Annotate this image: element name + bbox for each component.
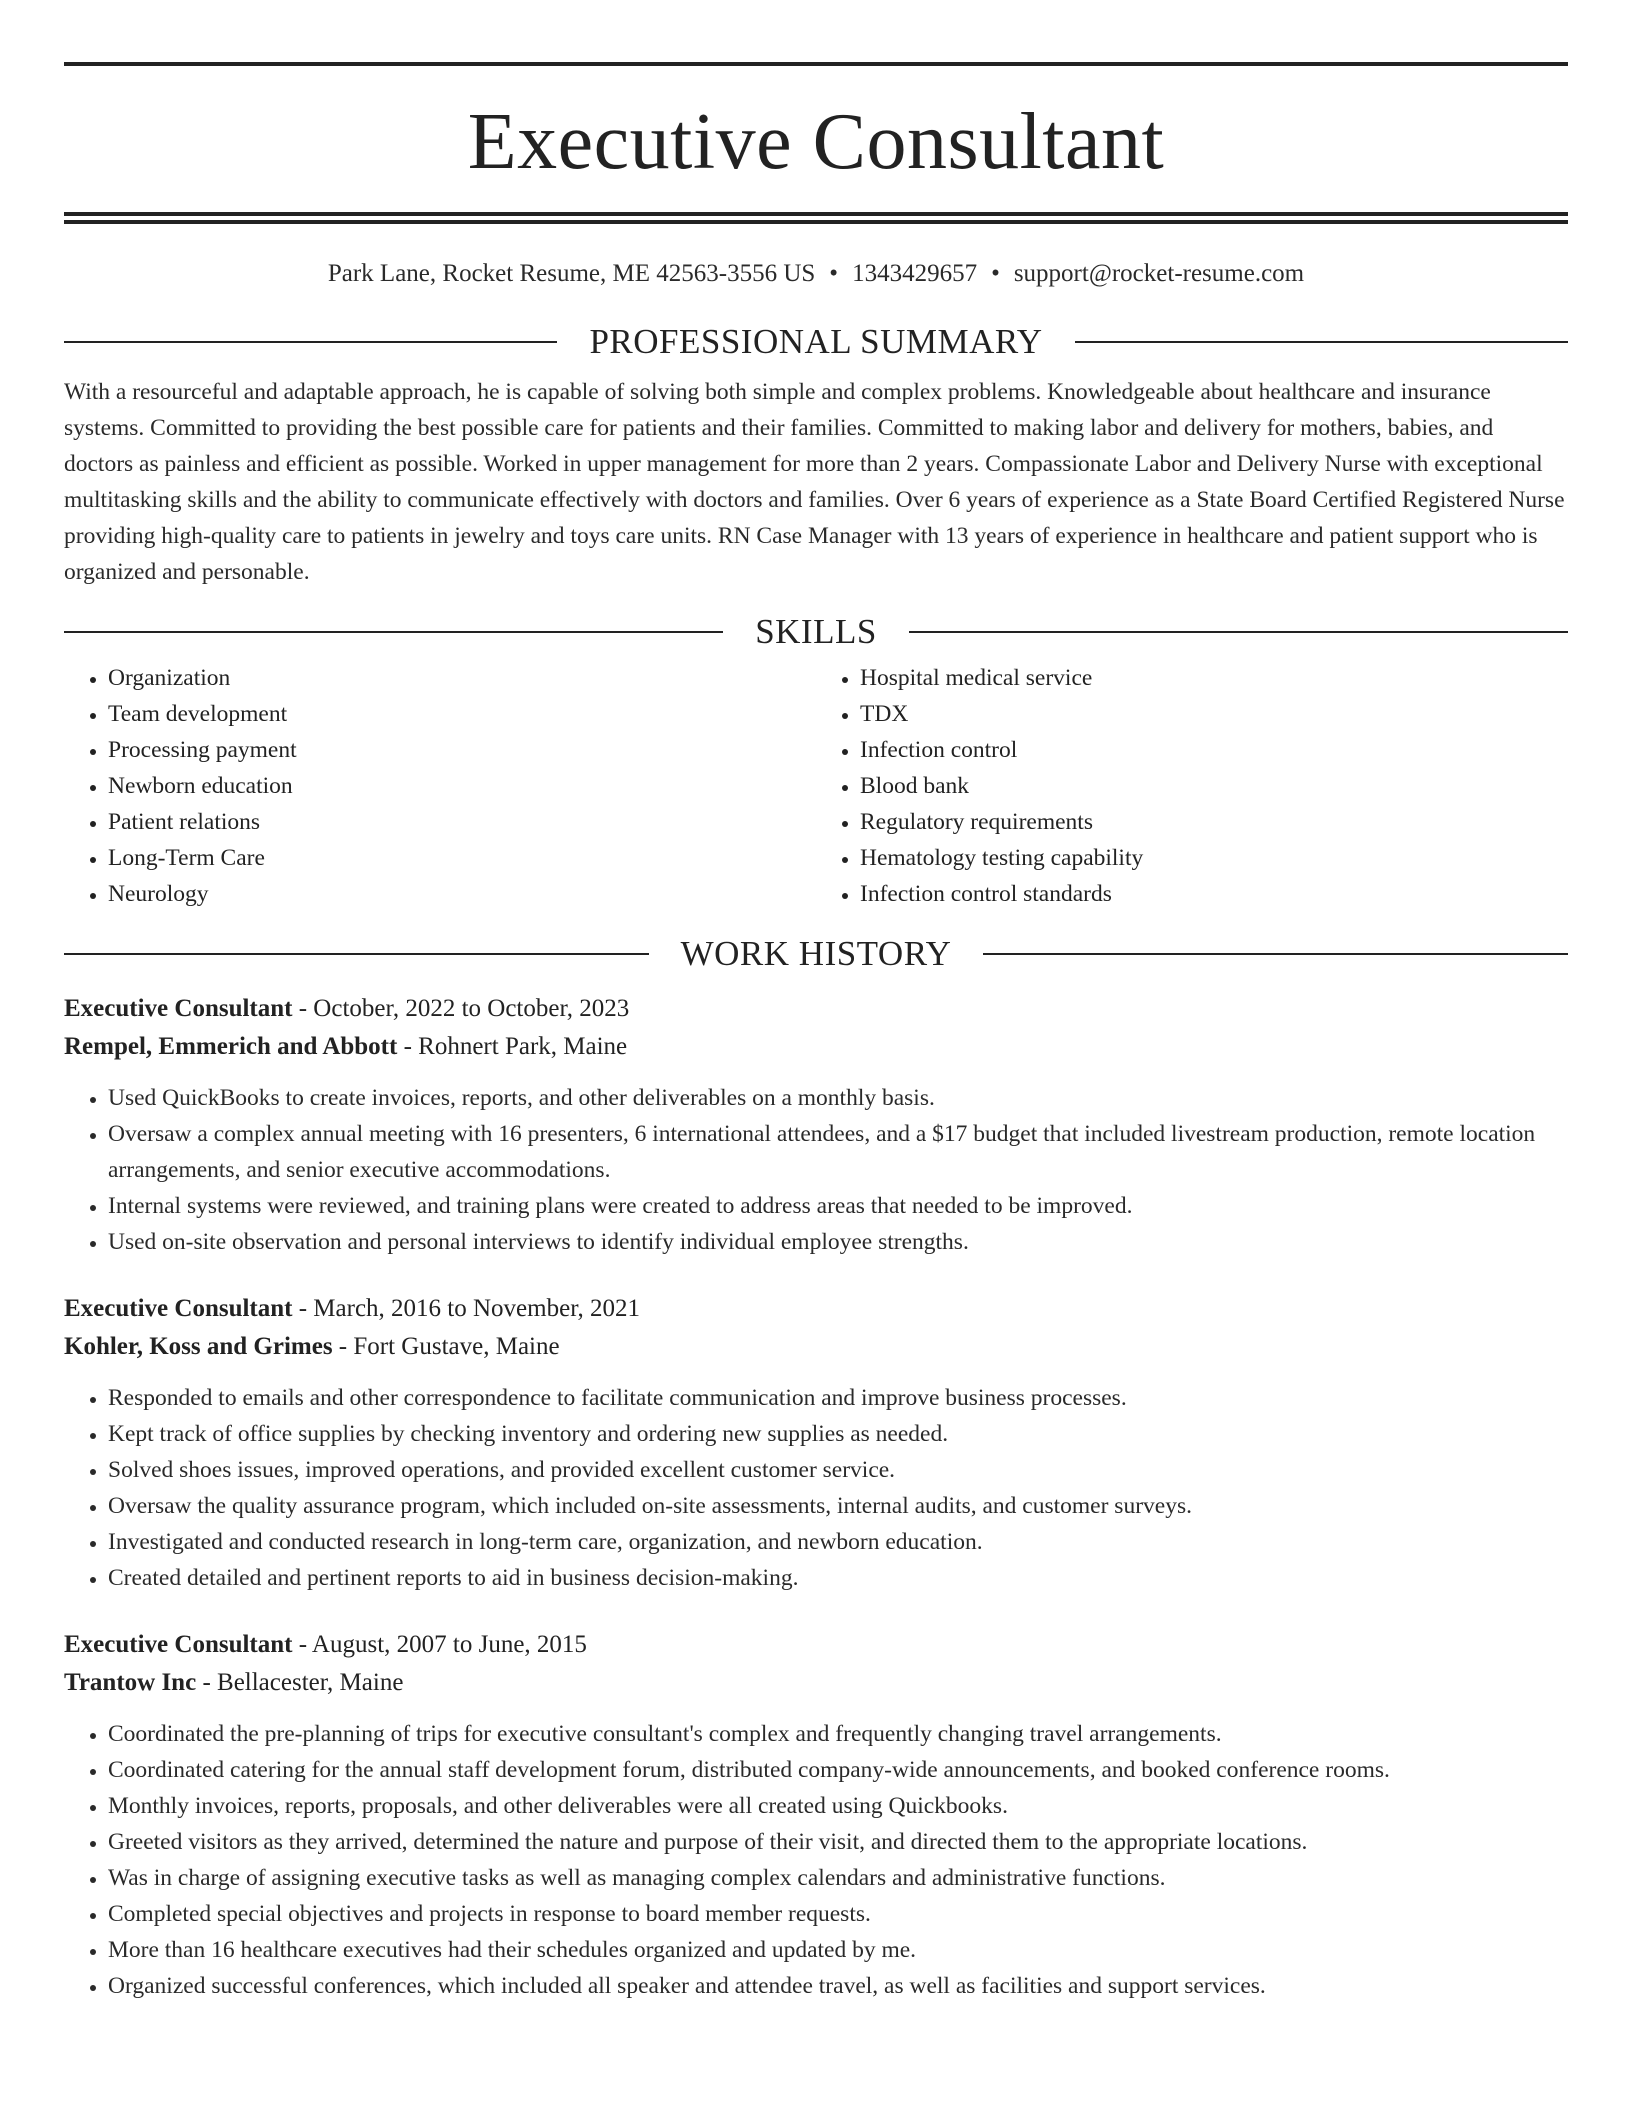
job-bullet: • Monthly invoices, reports, proposals, and other deliverables were all created using Quickbooks. — [108, 1788, 1568, 1824]
job-bullet: • Oversaw the quality assurance program, which included on-site assessments, internal audits, and customer surveys. — [108, 1488, 1568, 1524]
skill-item: • Long-Term Care — [108, 840, 816, 876]
skill-item: • Infection control — [860, 732, 1568, 768]
job-location: - Bellacester, Maine — [196, 1669, 404, 1696]
job-entry — [64, 990, 1568, 1260]
job-bullet: • Used on-site observation and personal interviews to identify individual employee strengths. — [108, 1224, 1568, 1260]
contact-phone: 1343429657 — [852, 260, 978, 287]
job-bullet: • Used QuickBooks to create invoices, reports, and other deliverables on a monthly basis. — [108, 1080, 1568, 1116]
job-title: Executive Consultant — [64, 1295, 293, 1322]
skill-item: • Hematology testing capability — [860, 840, 1568, 876]
job-bullet: • Investigated and conducted research in long-term care, organization, and newborn education. — [108, 1524, 1568, 1560]
work-title: WORK HISTORY — [680, 934, 952, 973]
double-rule — [64, 212, 1568, 224]
job-bullets — [64, 1716, 1568, 2004]
job-bullet: • Oversaw a complex annual meeting with 16 presenters, 6 international attendees, and a $17 budget that included livestream production, remote location arrangements, and senior executive accommodations. — [108, 1116, 1568, 1188]
job-bullet: • Solved shoes issues, improved operations, and provided excellent customer service. — [108, 1452, 1568, 1488]
skills-column-right — [816, 660, 1568, 912]
skill-item: • Processing payment — [108, 732, 816, 768]
skills-heading — [64, 612, 1568, 652]
skill-item: • Organization — [108, 660, 816, 696]
skills-column-left — [64, 660, 816, 912]
job-company-line — [64, 1028, 1568, 1066]
contact-email: support@rocket-resume.com — [1013, 260, 1305, 287]
contact-address: Park Lane, Rocket Resume, ME 42563-3556 US — [327, 260, 816, 287]
skill-item: • Blood bank — [860, 768, 1568, 804]
job-bullet: • Was in charge of assigning executive tasks as well as managing complex calendars and administrative functions. — [108, 1860, 1568, 1896]
job-bullet: • Coordinated the pre-planning of trips for executive consultant's complex and frequently changing travel arrangements. — [108, 1716, 1568, 1752]
skill-item: • Regulatory requirements — [860, 804, 1568, 840]
job-title-line — [64, 1290, 1568, 1328]
skill-item: • Patient relations — [108, 804, 816, 840]
job-bullet: • Coordinated catering for the annual staff development forum, distributed company-wide announcements, and booked conference rooms. — [108, 1752, 1568, 1788]
job-title: Executive Consultant — [64, 995, 293, 1022]
job-bullets — [64, 1380, 1568, 1596]
job-company-line — [64, 1328, 1568, 1366]
contact-separator: • — [991, 260, 1000, 287]
job-bullet: • Responded to emails and other correspondence to facilitate communication and improve business processes. — [108, 1380, 1568, 1416]
skills-title: SKILLS — [755, 612, 877, 651]
skill-item: • Neurology — [108, 876, 816, 912]
job-bullet: • Internal systems were reviewed, and training plans were created to address areas that needed to be improved. — [108, 1188, 1568, 1224]
heading-rule-right — [983, 953, 1568, 955]
skill-item: • TDX — [860, 696, 1568, 732]
heading-rule-right — [909, 631, 1568, 633]
heading-rule-left — [64, 631, 723, 633]
skill-item: • Hospital medical service — [860, 660, 1568, 696]
skill-item: • Infection control standards — [860, 876, 1568, 912]
summary-title: PROFESSIONAL SUMMARY — [589, 322, 1043, 361]
job-bullet: • Greeted visitors as they arrived, determined the nature and purpose of their visit, and directed them to the appropriate locations. — [108, 1824, 1568, 1860]
heading-rule-left — [64, 953, 649, 955]
top-rule — [64, 62, 1568, 66]
contact-line — [64, 260, 1568, 288]
heading-rule-right — [1075, 341, 1568, 343]
job-bullets — [64, 1080, 1568, 1260]
job-company: Rempel, Emmerich and Abbott — [64, 1033, 398, 1060]
job-bullet: • Organized successful conferences, which included all speaker and attendee travel, as well as facilities and support services. — [108, 1968, 1568, 2004]
job-dates: - August, 2007 to June, 2015 — [292, 1631, 587, 1658]
work-heading — [64, 934, 1568, 974]
job-location: - Fort Gustave, Maine — [332, 1333, 560, 1360]
job-company: Kohler, Koss and Grimes — [64, 1333, 333, 1360]
job-bullet: • Created detailed and pertinent reports to aid in business decision-making. — [108, 1560, 1568, 1596]
job-title: Executive Consultant — [64, 1631, 293, 1658]
job-location: - Rohnert Park, Maine — [397, 1033, 628, 1060]
job-company-line — [64, 1664, 1568, 1702]
job-entry — [64, 1290, 1568, 1596]
summary-heading — [64, 322, 1568, 362]
summary-text: With a resourceful and adaptable approach, he is capable of solving both simple and complex problems. Knowledgeable about healthcare and insurance systems. Committed to providing the best possible care for patients and their families. Committed to making labor and delivery for mothers, babies, and doctors as painless and efficient as possible. Worked in upper management for more than 2 years. Compassionate Labor and Delivery Nurse with exceptional multitasking skills and the ability to communicate effectively with doctors and families. Over 6 years of experience as a State Board Certified Registered Nurse providing high-quality care to patients in jewelry and toys care units. RN Case Manager with 13 years of experience in healthcare and patient support who is organized and personable. — [64, 379, 1565, 585]
job-title-line — [64, 1626, 1568, 1664]
job-bullet: • More than 16 healthcare executives had their schedules organized and updated by me. — [108, 1932, 1568, 1968]
skill-item: • Newborn education — [108, 768, 816, 804]
job-bullet: • Completed special objectives and projects in response to board member requests. — [108, 1896, 1568, 1932]
job-entry — [64, 1626, 1568, 2004]
job-title-line — [64, 990, 1568, 1028]
resume-name: Executive Consultant — [467, 98, 1165, 186]
job-dates: - March, 2016 to November, 2021 — [292, 1295, 641, 1322]
resume-page — [64, 62, 1568, 2004]
job-bullet: • Kept track of office supplies by checking inventory and ordering new supplies as needed. — [108, 1416, 1568, 1452]
skills-list — [64, 660, 1568, 912]
job-company: Trantow Inc — [64, 1669, 197, 1696]
skill-item: • Team development — [108, 696, 816, 732]
contact-separator: • — [829, 260, 839, 287]
job-dates: - October, 2022 to October, 2023 — [292, 995, 630, 1022]
heading-rule-left — [64, 341, 557, 343]
